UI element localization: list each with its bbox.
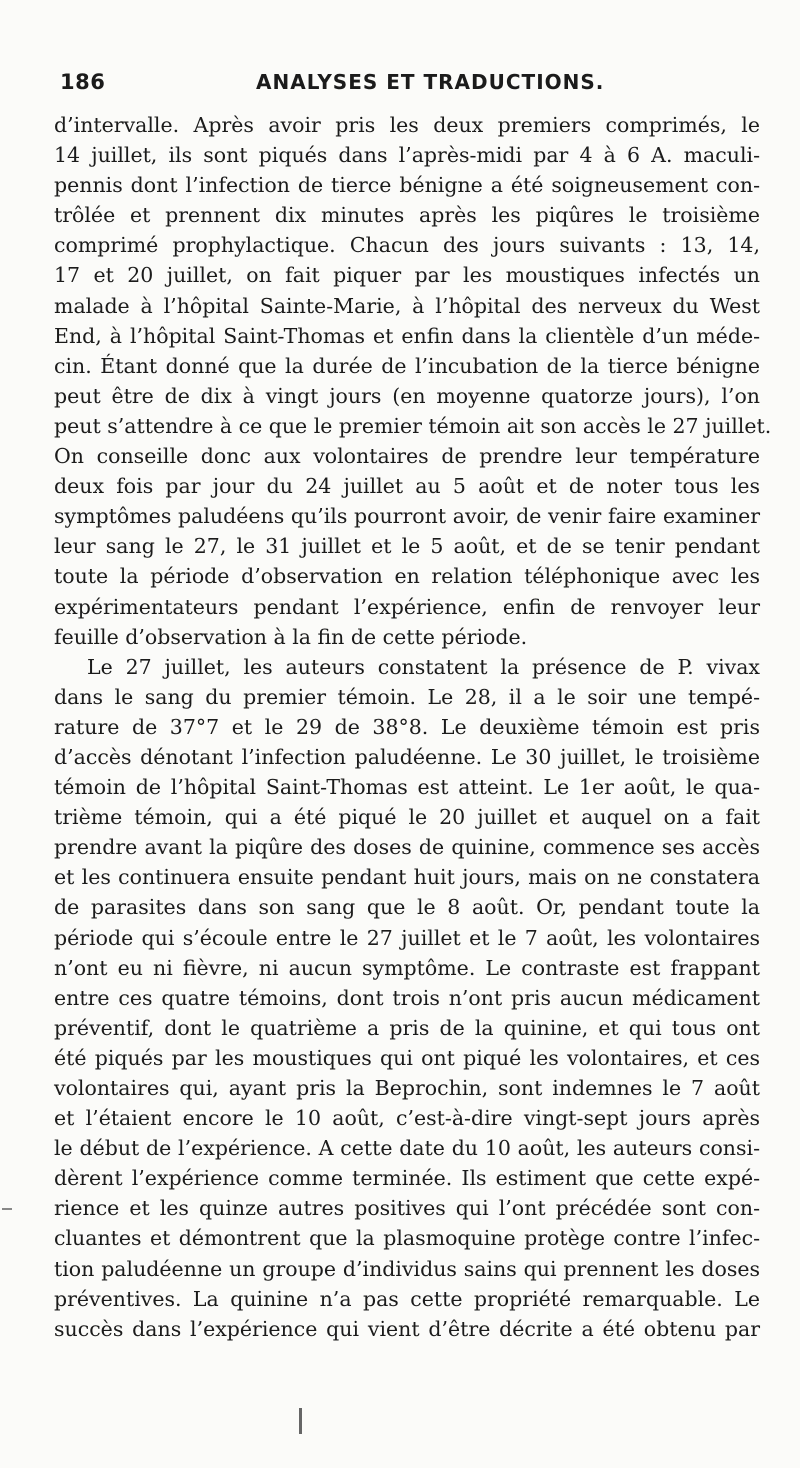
text-line: d’intervalle. Après avoir pris les deux premiers comprimés, le	[54, 113, 760, 137]
text-line: de parasites dans son sang que le 8 août. Or, pendant toute la	[54, 895, 760, 920]
page-header	[60, 70, 760, 104]
text-line: trôlée et prennent dix minutes après les piqûres le troisième	[54, 203, 760, 228]
text-line: et les continuera ensuite pendant huit jours, mais on ne constatera	[54, 865, 760, 890]
text-line: 17 et 20 juillet, on fait piquer par les moustiques infectés un	[54, 263, 760, 288]
text-line: été piqués par les moustiques qui ont piqué les volontaires, et ces	[54, 1045, 760, 1070]
text-line: volontaires qui, ayant pris la Beprochin, sont indemnes le 7 août	[54, 1076, 760, 1100]
text-line: succès dans l’expérience qui vient d’être décrite a été obtenu par	[54, 1316, 760, 1341]
text-line: témoin de l’hôpital Saint-Thomas est atteint. Le 1er août, le qua-	[54, 775, 760, 800]
text-line: pennis dont l’infection de tierce bénigne a été soigneusement con-	[54, 173, 760, 198]
body-text	[54, 110, 772, 1344]
text-line: On conseille donc aux volontaires de prendre leur température	[54, 444, 760, 469]
text-line: peut s’attendre à ce que le premier témoin ait son accès le 27 juillet.	[54, 413, 772, 438]
text-line: trième témoin, qui a été piqué le 20 juillet et auquel on a fait	[54, 805, 760, 830]
page-number: 186	[60, 70, 106, 94]
text-line: période qui s’écoule entre le 27 juillet et le 7 août, les volontaires	[54, 925, 760, 950]
text-line: dèrent l’expérience comme terminée. Ils estiment que cette expé-	[54, 1166, 760, 1191]
text-line: toute la période d’observation en relation téléphonique avec les	[54, 564, 760, 589]
text-line: rience et les quinze autres positives qui l’ont précédée sont con-	[54, 1196, 760, 1221]
text-line: feuille d’observation à la fin de cette période.	[54, 624, 528, 649]
text-line: et l’étaient encore le 10 août, c’est-à-dire vingt-sept jours après	[54, 1106, 760, 1131]
text-line: End, à l’hôpital Saint-Thomas et enfin dans la clientèle d’un méde-	[54, 323, 760, 348]
text-line: tion paludéenne un groupe d’individus sains qui prennent les doses	[54, 1256, 760, 1281]
text-line: cin. Étant donné que la durée de l’incubation de la tierce bénigne	[54, 353, 760, 378]
text-line: comprimé prophylactique. Chacun des jours suivants : 13, 14,	[54, 233, 760, 258]
scan-mark	[299, 1408, 302, 1434]
text-line: peut être de dix à vingt jours (en moyenne quatorze jours), l’on	[54, 383, 760, 408]
text-line: symptômes paludéens qu’ils pourront avoir, de venir faire examiner	[54, 504, 760, 529]
text-line: prendre avant la piqûre des doses de quinine, commence ses accès	[54, 835, 760, 860]
text-line: dans le sang du premier témoin. Le 28, il a le soir une tempé-	[54, 684, 760, 709]
text-line: préventif, dont le quatrième a pris de la quinine, et qui tous ont	[54, 1015, 760, 1040]
text-line: rature de 37°7 et le 29 de 38°8. Le deuxième témoin est pris	[54, 714, 760, 739]
text-line: cluantes et démontrent que la plasmoquine protège contre l’infec-	[54, 1226, 760, 1251]
text-line: le début de l’expérience. A cette date du 10 août, les auteurs consi-	[54, 1136, 760, 1161]
text-line: entre ces quatre témoins, dont trois n’ont pris aucun médicament	[54, 985, 760, 1010]
text-line: expérimentateurs pendant l’expérience, enfin de renvoyer leur	[54, 594, 760, 619]
text-line: malade à l’hôpital Sainte-Marie, à l’hôpital des nerveux du West	[54, 293, 760, 318]
text-line: 14 juillet, ils sont piqués dans l’après-midi par 4 à 6 A. maculi-	[54, 143, 760, 168]
scan-mark	[2, 1208, 12, 1210]
running-head: ANALYSES ET TRADUCTIONS.	[256, 70, 605, 94]
text-line: n’ont eu ni fièvre, ni aucun symptôme. Le contraste est frappant	[54, 955, 760, 980]
text-line: leur sang le 27, le 31 juillet et le 5 août, et de se tenir pendant	[54, 534, 760, 559]
text-line: d’accès dénotant l’infection paludéenne. Le 30 juillet, le troisième	[54, 744, 760, 769]
text-line: préventives. La quinine n’a pas cette propriété remarquable. Le	[54, 1286, 760, 1311]
text-line: Le 27 juillet, les auteurs constatent la présence de P. vivax	[87, 654, 760, 679]
text-line: deux fois par jour du 24 juillet au 5 août et de noter tous les	[54, 474, 760, 499]
